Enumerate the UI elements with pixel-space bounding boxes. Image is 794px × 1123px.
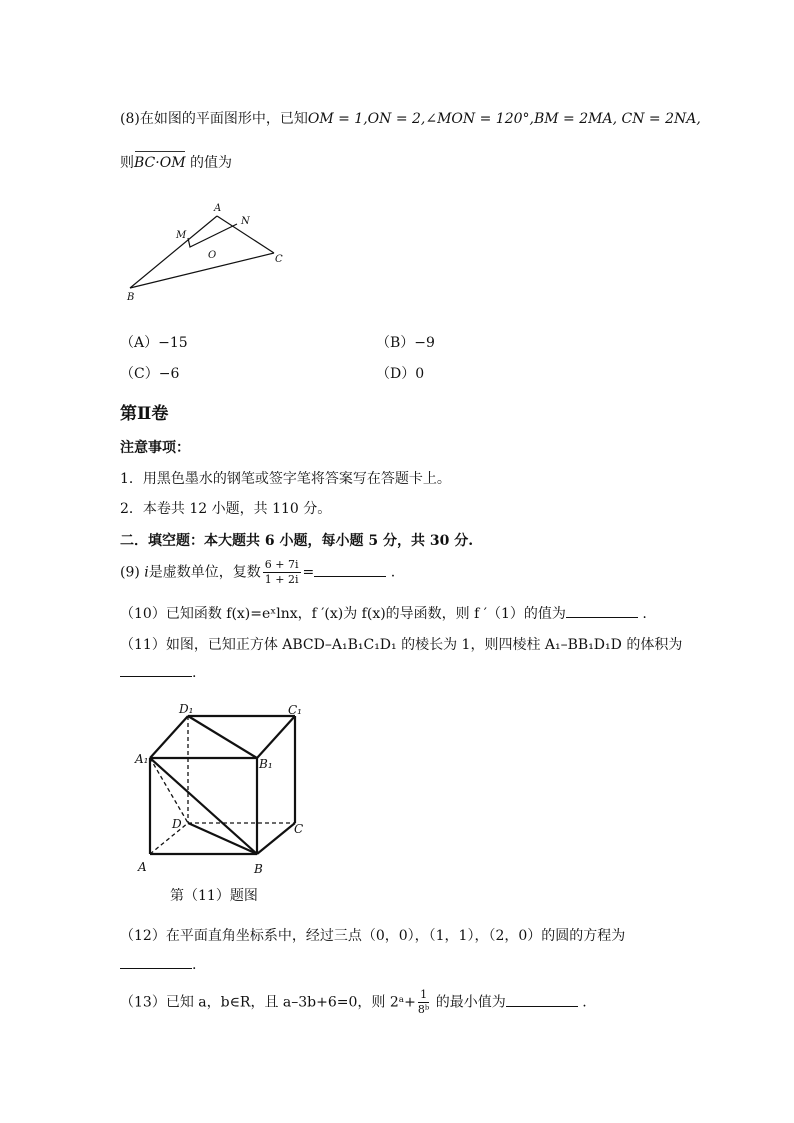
q11-label-c: C: [294, 822, 304, 836]
q9: [120, 558, 395, 587]
q11-label-a1: A₁: [135, 752, 149, 766]
q11-text: （11）如图，已知正方体 ABCD–A₁B₁C₁D₁ 的棱长为 1，则四棱柱 A₁–BB₁D₁D 的体积为: [120, 637, 683, 653]
q10-text: （10）已知函数 f(x)=eˣlnx，f ′(x)为 f(x)的导函数，则 f ′（1）的值为: [120, 606, 566, 622]
q11-end: .: [192, 665, 197, 681]
q9-var-i: i: [144, 564, 149, 581]
q8-line2: [120, 152, 232, 172]
q8-label-o: O: [208, 250, 217, 261]
q9-prefix: (9): [120, 564, 140, 581]
q10-end: .: [642, 606, 647, 622]
q8-option-c: （C）−6: [120, 366, 180, 382]
q8-option-b: （B）−9: [376, 335, 435, 351]
section-title: 第Ⅱ卷: [120, 404, 169, 424]
q9-answer-blank[interactable]: [314, 564, 386, 577]
q11-label-d1: D₁: [179, 702, 194, 716]
q12-end: .: [192, 957, 197, 973]
q8-vector-condition: BM = 2MA, CN = 2NA,: [533, 111, 701, 127]
q13: [120, 988, 587, 1017]
q11-label-b: B: [254, 862, 263, 876]
q9-mid: 是虚数单位，复数: [148, 564, 261, 581]
q12-answer-line: [120, 956, 196, 973]
q9-numerator: 6 + 7i: [264, 558, 299, 571]
q10: [120, 603, 647, 623]
q8-label-a: A: [214, 203, 222, 214]
notice-item-1: 1．用黑色墨水的钢笔或签字笔将答案写在答题卡上。: [120, 471, 451, 487]
q8-label-b: B: [127, 292, 135, 303]
q9-fraction: [263, 558, 301, 587]
q8-option-a: （A）−15: [120, 335, 188, 351]
q8-ask-suffix: 的值为: [189, 155, 232, 171]
fill-in-header: 二．填空题：本大题共 6 小题，每小题 5 分，共 30 分.: [120, 533, 474, 549]
q11-label-d: D: [172, 817, 182, 831]
q13-fraction: [418, 988, 429, 1017]
q13-prefix: （13）已知 a，b∈R，且 a–3b+6=0，则 2ᵃ+: [120, 994, 416, 1011]
q13-answer-blank[interactable]: [506, 994, 578, 1007]
q8-condition: OM = 1,ON = 2,∠MON = 120°,: [307, 111, 534, 127]
q12-answer-blank[interactable]: [120, 956, 192, 969]
q8-label-m: M: [176, 230, 187, 241]
q9-denominator: 1 + 2i: [264, 573, 299, 586]
q10-answer-blank[interactable]: [566, 605, 638, 618]
q11-answer-blank[interactable]: [120, 664, 192, 677]
q11-answer-line: [120, 664, 196, 681]
q8-ask-prefix: 则: [120, 155, 134, 171]
q11-label-b1: B₁: [259, 757, 273, 771]
q11-figure-caption: 第（11）题图: [170, 888, 258, 904]
q12-text: （12）在平面直角坐标系中，经过三点（0，0），（1，1），（2，0）的圆的方程为: [120, 928, 626, 944]
q9-end: .: [390, 564, 396, 581]
q8-label-c: C: [275, 254, 283, 265]
notice-title: 注意事项：: [120, 440, 190, 456]
q8-figure: [118, 196, 298, 308]
q13-denominator: 8ᵇ: [417, 1003, 430, 1016]
q13-numerator: 1: [420, 988, 428, 1001]
q8-line1: [120, 108, 701, 128]
q13-end: .: [582, 994, 587, 1011]
q11-label-c1: C₁: [288, 703, 302, 717]
q8-prefix: (8)在如图的平面图形中，已知: [120, 111, 308, 127]
q11-label-a: A: [138, 860, 147, 874]
q13-suffix: 的最小值为: [435, 994, 506, 1011]
q8-option-d: （D）0: [376, 366, 425, 382]
q8-label-n: N: [241, 216, 250, 227]
q11-cube-figure: [128, 698, 318, 878]
q8-vector-product: BC·OM: [134, 155, 186, 171]
notice-item-2: 2．本卷共 12 小题，共 110 分。: [120, 501, 332, 517]
q9-equals: =: [302, 564, 315, 581]
